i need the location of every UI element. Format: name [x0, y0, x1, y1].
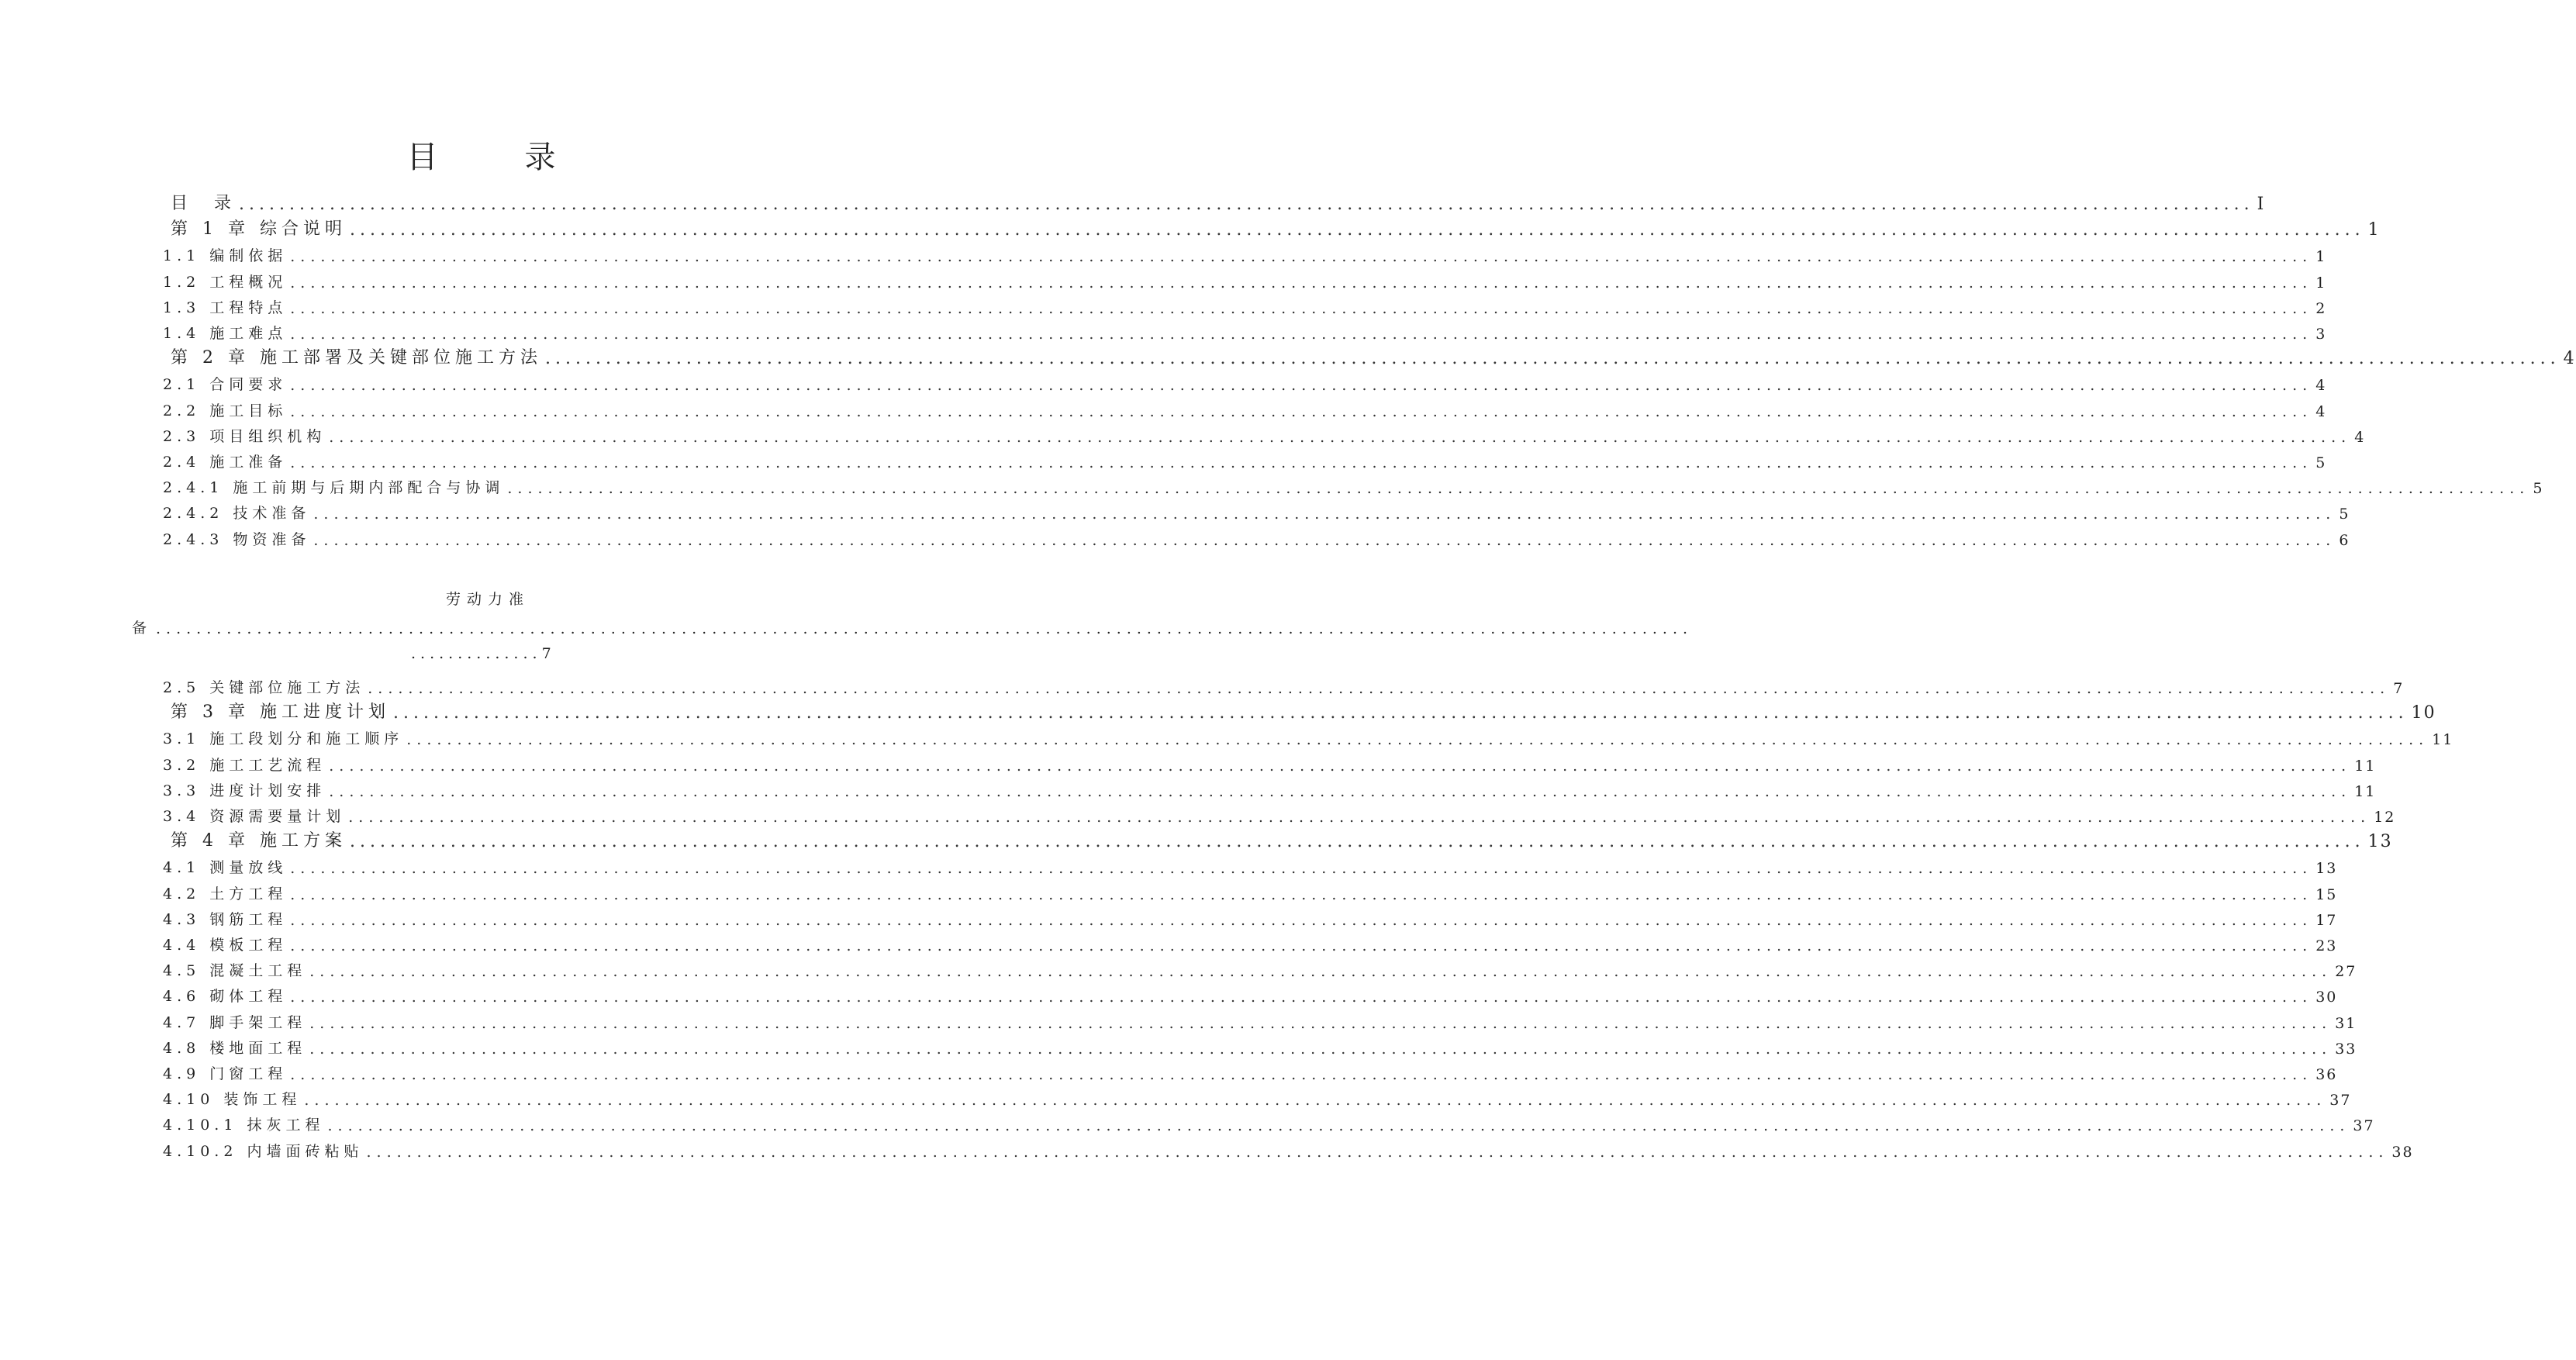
toc-leader-dots: ........................................................................................................................................................................................................: [406, 731, 2429, 749]
toc-entry-label: 4.5 混凝土工程: [163, 962, 307, 980]
toc-entry-page: 15: [2315, 885, 2338, 903]
toc-entry-label: 第 2 章 施工部署及关键部位施工方法: [171, 348, 542, 368]
toc-entry-label: 2.5 关键部位施工方法: [163, 679, 365, 696]
toc-entry[interactable]: [171, 699, 2436, 723]
toc-entry-label: 4.10 装饰工程: [163, 1091, 302, 1109]
toc-broken-entry-line-2[interactable]: [132, 616, 1694, 637]
toc-entry-label: 4.10.2 内墙面砖粘贴: [163, 1142, 364, 1160]
toc-entry-page: 11: [2354, 757, 2377, 775]
toc-entry[interactable]: [163, 1086, 2352, 1110]
toc-entry-label: 2.4.1 施工前期与后期内部配合与协调: [163, 479, 505, 497]
page-title: 目 录: [406, 140, 584, 175]
toc-entry-label: 3.2 施工工艺流程: [163, 756, 326, 774]
toc-entry[interactable]: [163, 1111, 2375, 1135]
toc-entry-page: 4: [2315, 377, 2327, 395]
toc-entry-label: 4.9 门窗工程: [163, 1065, 288, 1082]
toc-entry-label: 2.4.3 物资准备: [163, 530, 311, 548]
toc-entry[interactable]: [163, 1137, 2414, 1161]
toc-leader-dots: ........................................................................................................................................................................................................: [290, 1066, 2313, 1083]
toc-leader-dots: ........................................................................................................................................................................................................: [290, 274, 2313, 292]
toc-entry-label: 目 录: [171, 194, 237, 213]
toc-entry[interactable]: [171, 828, 2393, 852]
toc-entry-page: 5: [2315, 454, 2327, 471]
toc-entry[interactable]: [163, 674, 2405, 697]
toc-entry-page: 10: [2411, 703, 2436, 723]
toc-entry-label: 4.6 砌体工程: [163, 988, 288, 1006]
toc-entry-page: I: [2257, 195, 2266, 214]
toc-leader-dots: ........................................................................................................................................................................................................: [329, 428, 2352, 446]
toc-leader-dots: ........................................................................................................................................................................................................: [329, 782, 2352, 800]
toc-leader-dots: ........................................................................................................................................................................................................: [348, 809, 2371, 826]
toc-entry-page: 37: [2353, 1117, 2375, 1135]
toc-entry-page: 7: [2393, 680, 2405, 697]
toc-entry-page: 17: [2315, 911, 2338, 929]
toc-entry-page: 1: [2315, 274, 2327, 292]
toc-leader-dots: ........................................................................................................................................................................................................: [366, 1143, 2389, 1161]
toc-leader-dots: ........................................................................................................................................................................................................: [290, 860, 2313, 878]
toc-entry[interactable]: [163, 725, 2454, 749]
toc-entry-page: 13: [2315, 860, 2338, 878]
toc-broken-entry-line-3[interactable]: [411, 645, 556, 662]
toc-entry-page: 2: [2315, 299, 2327, 317]
toc-leader-dots: ........................................................................................................................................................................................................: [329, 757, 2352, 775]
toc-entry[interactable]: [163, 371, 2327, 395]
toc-entry-label: 1.1 编制依据: [163, 247, 288, 265]
toc-entry-page: 37: [2329, 1092, 2352, 1110]
toc-leader-dots: ........................................................................................................................................................................................................: [290, 402, 2313, 420]
toc-entry-label: 1.4 施工难点: [163, 325, 288, 342]
toc-entry[interactable]: [163, 906, 2338, 929]
toc-leader-dots: ........................................................................................................................................................................................................: [309, 1014, 2333, 1032]
toc-leader-dots: ........................................................................................................................................................................................................: [313, 506, 2336, 523]
toc-entry-page: 4: [2563, 349, 2576, 369]
toc-entry[interactable]: [163, 1009, 2357, 1032]
toc-leader-dots: ........................................................................................................................................................................................................: [290, 377, 2313, 395]
toc-entry-label: 2.4 施工准备: [163, 454, 288, 471]
toc-leader-dots: ........................................................................................................................................................................................................: [392, 703, 2409, 723]
toc-entry-label: 3.3 进度计划安排: [163, 782, 326, 799]
toc-entry-page: 11: [2432, 731, 2454, 749]
toc-leader-dots: ........................................................................................................................................................................................................: [349, 220, 2365, 240]
toc-entry-page: 11: [2354, 782, 2377, 800]
toc-entry-page: 33: [2335, 1040, 2357, 1058]
toc-entry-label: 2.1 合同要求: [163, 376, 288, 394]
toc-entry-label: 4.7 脚手架工程: [163, 1013, 307, 1031]
toc-entry-page: 23: [2315, 937, 2338, 954]
toc-leader-dots: ........................................................................................................................................................................................................: [290, 911, 2313, 929]
toc-entry[interactable]: [171, 191, 2266, 214]
toc-leader-dots: ........................................................................................................................................................................................................: [507, 480, 2530, 498]
toc-entry-page: 12: [2374, 809, 2396, 826]
toc-leader-dots: ........................................................................................................................................................................................................: [290, 326, 2313, 343]
toc-entry[interactable]: [163, 803, 2396, 826]
toc-entry[interactable]: [163, 526, 2350, 549]
toc-leader-dots: ........................................................................................................................................................: [156, 620, 1694, 637]
toc-entry-page: 5: [2533, 480, 2544, 498]
toc-leader-dots: ........................................................................................................................................................................................................: [239, 195, 2254, 214]
toc-entry-page: 27: [2335, 963, 2357, 981]
toc-entry-label: 4.3 钢筋工程: [163, 910, 288, 928]
toc-entry-page: 31: [2335, 1014, 2357, 1032]
toc-entry-label: 4.2 土方工程: [163, 885, 288, 903]
toc-entry[interactable]: [171, 216, 2381, 240]
toc-entry-label: 4.10.1 抹灰工程: [163, 1117, 325, 1134]
toc-entry[interactable]: [163, 777, 2377, 800]
toc-entry-label: 3.1 施工段划分和施工顺序: [163, 730, 404, 748]
toc-entry[interactable]: [163, 854, 2338, 878]
toc-entry[interactable]: [163, 397, 2327, 420]
toc-leader-dots: ........................................................................................................................................................................................................: [290, 248, 2313, 266]
toc-entry-page: 4: [2315, 402, 2327, 420]
toc-leader-dots: ........................................................................................................................................................................................................: [368, 680, 2391, 697]
toc-leader-dots: ........................................................................................................................................................................................................: [290, 885, 2313, 903]
toc-entry-label: 第 4 章 施工方案: [171, 831, 347, 851]
toc-entry[interactable]: [163, 423, 2366, 446]
toc-leader-dots: ........................................................................................................................................................................................................: [309, 963, 2333, 981]
toc-entry[interactable]: [163, 1060, 2338, 1083]
toc-leader-dots: ........................................................................................................................................................................................................: [349, 832, 2365, 852]
toc-entry[interactable]: [163, 499, 2350, 523]
toc-entry[interactable]: [163, 242, 2327, 266]
toc-entry-label: 2.2 施工目标: [163, 402, 288, 419]
toc-entry-page: 6: [2339, 531, 2350, 549]
toc-leader-dots: ........................................................................................................................................................................................................: [304, 1092, 2327, 1110]
toc-entry[interactable]: [171, 345, 2576, 369]
toc-entry-label: 1.2 工程概况: [163, 273, 288, 291]
toc-entry[interactable]: [163, 751, 2377, 775]
toc-entry-label: 第 1 章 综合说明: [171, 219, 347, 240]
toc-leader-dots: ........................................................................................................................................................................................................: [290, 454, 2313, 471]
toc-entry[interactable]: [163, 294, 2327, 317]
toc-entry-page: 38: [2391, 1143, 2414, 1161]
toc-entry-page: 36: [2315, 1066, 2338, 1083]
toc-entry-page: 3: [2315, 326, 2327, 343]
toc-entry[interactable]: [163, 268, 2327, 292]
toc-leader-dots: ........................................................................................................................................................................................................: [544, 349, 2560, 369]
toc-entry[interactable]: [163, 448, 2327, 471]
toc-entry-label: 3.4 资源需要量计划: [163, 808, 346, 825]
toc-entry-label: 4.1 测量放线: [163, 859, 288, 877]
toc-entry-label: 4.8 楼地面工程: [163, 1039, 307, 1057]
toc-entry-page: 1: [2367, 220, 2381, 240]
toc-leader-dots: ........................................................................................................................................................................................................: [313, 531, 2336, 549]
toc-leader-dots: ........................................................................................................................................................................................................: [309, 1040, 2333, 1058]
toc-entry-label: 第 3 章 施工进度计划: [171, 702, 390, 723]
toc-entry[interactable]: [163, 931, 2338, 954]
toc-entry[interactable]: [163, 982, 2338, 1006]
toc-entry-page: 30: [2315, 989, 2338, 1006]
toc-entry-page: 13: [2367, 832, 2393, 852]
toc-entry-page: 4: [2354, 428, 2366, 446]
toc-entry-label: 1.3 工程特点: [163, 299, 288, 316]
toc-leader-dots: ........................................................................................................................................................................................................: [327, 1117, 2350, 1135]
toc-entry-page: 1: [2315, 248, 2327, 266]
toc-leader-dots: ..............: [411, 645, 542, 662]
toc-entry[interactable]: [163, 474, 2544, 498]
toc-entry-page: 5: [2339, 506, 2350, 523]
toc-entry-label: 2.4.2 技术准备: [163, 505, 311, 523]
toc-leader-dots: ........................................................................................................................................................................................................: [290, 989, 2313, 1006]
toc-entry[interactable]: [163, 957, 2357, 981]
toc-entry-label: 4.4 模板工程: [163, 937, 288, 954]
toc-broken-entry-line-1[interactable]: 劳动力准: [446, 591, 530, 608]
toc-entry-label: 2.3 项目组织机构: [163, 427, 326, 445]
toc-entry[interactable]: [163, 319, 2327, 343]
toc-entry-page: 7: [541, 645, 556, 662]
toc-leader-dots: ........................................................................................................................................................................................................: [290, 937, 2313, 954]
toc-entry-label: 备: [132, 620, 152, 637]
toc-leader-dots: ........................................................................................................................................................................................................: [290, 299, 2313, 317]
toc-entry[interactable]: [163, 1034, 2357, 1058]
toc-entry[interactable]: [163, 880, 2338, 903]
